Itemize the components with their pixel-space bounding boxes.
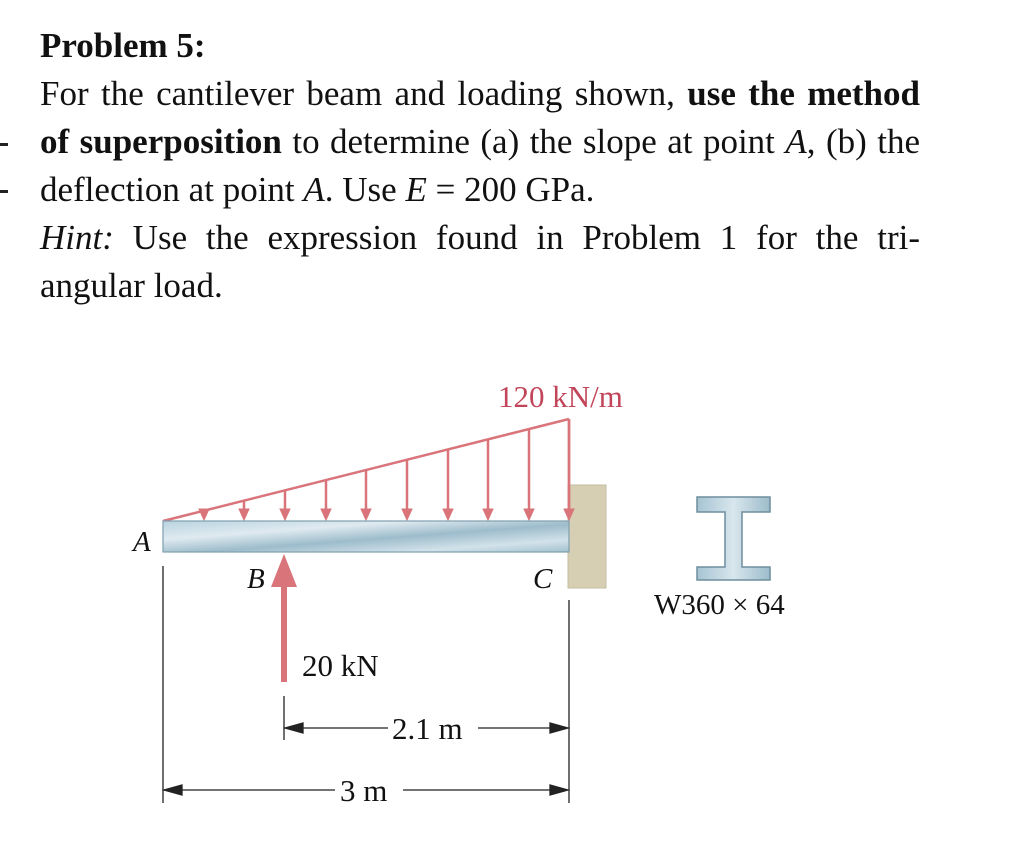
dimension-arrowhead (164, 785, 182, 795)
dimension-ac-label: 3 m (340, 773, 388, 808)
load-arrowhead (280, 509, 290, 520)
point-symbol: A (785, 122, 807, 161)
problem-title: Problem 5: (40, 26, 206, 65)
problem-text: For the cantilever beam and loading shown, (40, 74, 688, 113)
load-arrowhead (361, 509, 371, 520)
modulus-symbol: E (405, 170, 427, 209)
dimension-bc-label: 2.1 m (392, 711, 463, 746)
problem-text: = 200 GPa. (426, 170, 595, 209)
load-arrowhead (199, 509, 209, 520)
fixed-wall-support (568, 485, 606, 588)
hint-text: Use the expression found in Problem 1 for the tri-angular load. (40, 218, 920, 305)
problem-text: . Use (324, 170, 406, 209)
problem-text: to determine (a) the slope at point (281, 122, 786, 161)
point-a-label: A (133, 526, 151, 558)
problem-emphasis: use the method of superposition (40, 74, 920, 161)
load-arrowhead (443, 509, 453, 520)
load-arrowhead (524, 509, 534, 520)
hint-label: Hint: (40, 218, 114, 257)
load-arrowhead (402, 509, 412, 520)
point-force-arrow (271, 554, 297, 682)
load-arrowhead (321, 509, 331, 520)
triangular-distributed-load (163, 419, 574, 521)
section-designation-label: W360 × 64 (654, 589, 785, 621)
distributed-load-label: 120 kN/m (498, 379, 623, 414)
point-symbol: A (303, 170, 325, 209)
dimension-arrowhead (285, 723, 303, 733)
dimension-arrowhead (550, 723, 568, 733)
point-force-label: 20 kN (302, 648, 379, 683)
load-arrowhead (483, 509, 493, 520)
point-c-label: C (533, 563, 553, 595)
problem-text: , (b) the deflection at point (40, 122, 920, 209)
point-b-label: B (247, 563, 265, 595)
load-arrowhead (239, 509, 249, 520)
i-beam-cross-section (697, 497, 770, 580)
cantilever-beam (163, 521, 569, 552)
dimension-arrowhead (550, 785, 568, 795)
load-arrows (199, 419, 574, 520)
